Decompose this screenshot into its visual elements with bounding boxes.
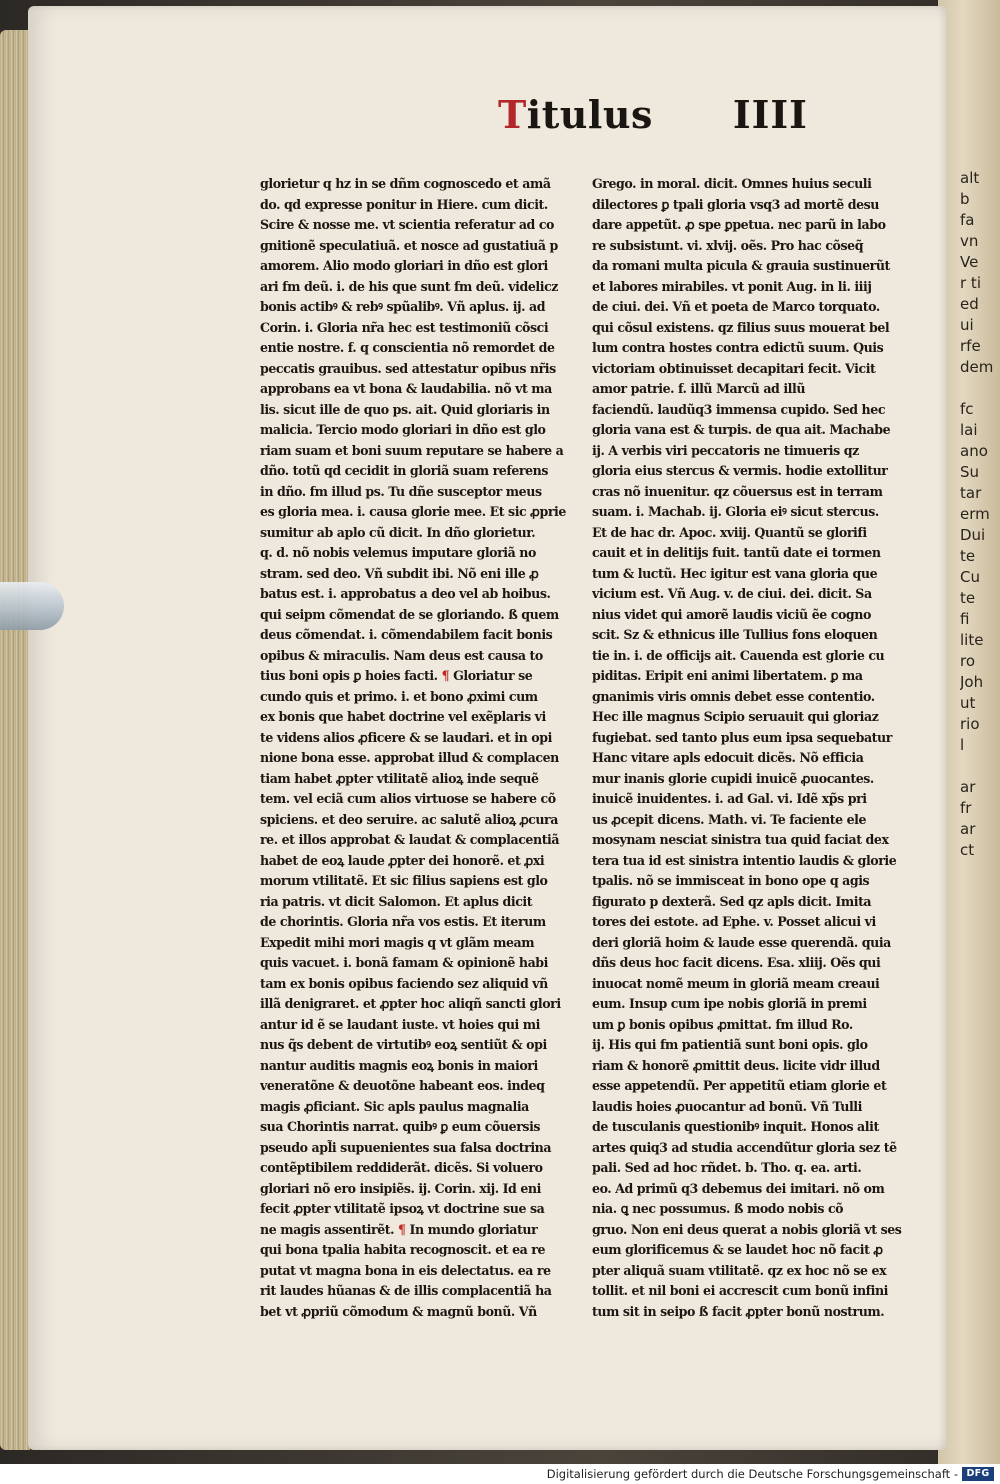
text-line: putat vt magna bona in eis delectatus. ea re xyxy=(260,1262,551,1278)
neighbour-fragment: Su xyxy=(960,463,980,481)
text-line: artes quiq3 ad studia accendũtur gloria sez tẽ xyxy=(592,1139,897,1155)
neighbour-fragment: rio xyxy=(960,715,980,733)
text-line: tores dei estote. ad Ephe. v. Posset alicui vi xyxy=(592,914,876,929)
text-line: esse appetendũ. Per appetitũ etiam glorie et xyxy=(592,1078,887,1093)
text-line: um ꝑ bonis opibus ꝓmittat. fm illud Ro. xyxy=(592,1016,853,1032)
text-line: fecit ꝓpter vtilitatẽ ipsoꝝ vt doctrine sue sa xyxy=(260,1201,545,1216)
text-line: te videns alios ꝓficere & se laudari. et in opi xyxy=(260,729,552,745)
neighbour-fragment: Cu xyxy=(960,568,980,586)
text-line: amor patrie. f. illũ Marcũ ad illũ xyxy=(592,381,806,396)
text-line: dare appetũt. ꝓ spe ꝑpetua. nec parũ in labo xyxy=(592,217,886,232)
neighbour-fragment: ed xyxy=(960,295,979,313)
text-line: da romani multa picula & grauia sustinuerũt xyxy=(592,258,890,273)
text-line: ij. A verbis viri peccatoris ne timueris qz xyxy=(592,442,859,458)
neighbour-fragment: te xyxy=(960,589,976,607)
text-line: faciendũ. laudũq3 immensa cupido. Sed hec xyxy=(592,401,886,417)
text-line: eum. Insup cum ipe nobis gloriã in premi xyxy=(592,996,867,1011)
neighbour-fragment: dem xyxy=(960,358,994,376)
text-line: Scire & nosse me. vt scientia referatur ad co xyxy=(260,217,554,232)
text-line: gruo. Non eni deus querat a nobis gloriã vt ses xyxy=(592,1221,902,1237)
text-line: approbans ea vt bona & laudabilia. nõ vt ma xyxy=(260,381,552,396)
running-head-numeral: IIII xyxy=(732,92,808,137)
text-line: fugiebat. sed tanto plus eum ipsa sequebatur xyxy=(592,729,892,745)
text-line: pter aliquã suam vtilitatẽ. qz ex hoc nõ se ex xyxy=(592,1262,887,1278)
text-line: piditas. Eripit eni animi libertatem. ꝑ ma xyxy=(592,668,863,683)
text-line: deri gloriã hoim & laude esse querendã. quia xyxy=(592,934,891,950)
text-line: morum vtilitatẽ. Et sic filius sapiens est glo xyxy=(260,873,548,888)
text-line: tollit. et nil boni ei accrescit cum bonũ infini xyxy=(592,1283,888,1298)
text-line: victoriam obtinuisset decapitari fecit. Vicit xyxy=(592,360,876,376)
text-line: tam ex bonis opibus faciendo sez aliquid vñ xyxy=(260,975,548,991)
neighbour-fragment: l xyxy=(960,736,965,754)
text-line: gloria eius stercus & vermis. hodie extollitur xyxy=(592,463,888,478)
text-line: in dño. fm illud ps. Tu dñe susceptor meus xyxy=(260,483,542,499)
neighbour-fragment: Ve xyxy=(960,253,979,271)
text-line: tie in. i. de officijs ait. Cauenda est glorie cu xyxy=(592,647,885,663)
text-line: us ꝓcepit dicens. Math. vi. Te faciente ele xyxy=(592,811,867,827)
text-line: mosynam nesciat sinistra tua quid faciat dex xyxy=(592,832,889,847)
text-line: mur inanis glorie cupidi inuicẽ ꝓuocantes. xyxy=(592,770,874,786)
footer-bar xyxy=(0,1464,1000,1484)
neighbour-fragment: ar xyxy=(960,778,976,796)
text-line: dñs deus hoc facit dicens. Esa. xliij. Oẽs qui xyxy=(592,955,881,970)
text-line: cundo quis et primo. i. et bono ꝓximi cum xyxy=(260,688,538,704)
text-line: eo. Ad primũ q3 debemus dei imitari. nõ om xyxy=(592,1180,885,1196)
text-line: de ciui. dei. Vñ et poeta de Marco torquato. xyxy=(592,299,880,314)
text-line: malicia. Tercio modo gloriari in dño est glo xyxy=(260,422,546,437)
text-line: sua Chorintis narrat. quibꝰ ꝑ eum cõuersis xyxy=(260,1119,541,1134)
text-line: rit laudes hũanas & de illis complacentiã ha xyxy=(260,1283,552,1298)
text-line: re subsistunt. vi. xlvij. oẽs. Pro hac cõseq̃ xyxy=(592,237,864,253)
text-line: re. et illos approbat & laudat & complacentiã xyxy=(260,832,560,847)
neighbour-fragment: tar xyxy=(960,484,982,502)
neighbour-fragment: alt xyxy=(960,169,980,187)
text-line: nius videt qui amorẽ laudis viciũ ẽe cogno xyxy=(592,606,871,622)
text-line: nus q̃s debent de virtutibꝰ eoꝝ sentiũt & opi xyxy=(260,1037,547,1052)
text-line: dño. totũ qd cecidit in gloriã suam referens xyxy=(260,463,548,478)
text-line: gloria vana est & turpis. de qua ait. Machabe xyxy=(592,422,891,437)
text-line: tum sit in seipo ß facit ꝓpter bonũ nostrum. xyxy=(592,1303,885,1319)
text-line: Et de hac dr. Apoc. xviij. Quantũ se glorifi xyxy=(592,524,867,540)
text-line: scit. Sz & ethnicus ille Tullius fons eloquen xyxy=(592,627,878,642)
text-line: pseudo apl̃i supuenientes sua falsa doctrina xyxy=(260,1139,552,1155)
neighbour-fragment: rfe xyxy=(960,337,981,355)
neighbour-fragment: b xyxy=(960,190,970,208)
neighbour-fragment: lite xyxy=(960,631,984,649)
text-line: amorem. Alio modo gloriari in dño est glori xyxy=(260,258,548,273)
text-line: ij. His qui fm patientiã sunt boni opis. glo xyxy=(592,1037,868,1052)
neighbour-fragment: vn xyxy=(960,232,979,250)
text-line: veneratõne & deuotõne habeant eos. indeq xyxy=(260,1078,545,1093)
footer-credit: Digitalisierung gefördert durch die Deutsche Forschungsgemeinschaft - xyxy=(546,1467,958,1481)
text-line: inuocat nomẽ meum in gloriã meam creaui xyxy=(592,975,880,991)
book-page-edges xyxy=(0,30,30,1450)
text-line: tiam habet ꝓpter vtilitatẽ alioꝝ inde sequẽ xyxy=(260,770,539,786)
text-line: riam suam et boni suum reputare se habere a xyxy=(260,442,564,458)
text-line: nione bona esse. approbat illud & complacen xyxy=(260,750,559,765)
text-line: nia. ꝗ nec possumus. ß modo nobis cõ xyxy=(592,1201,844,1216)
text-line: Grego. in moral. dicit. Omnes huius seculi xyxy=(592,176,872,191)
neighbouring-page-text xyxy=(960,168,1000,1168)
text-line: tera tua id est sinistra intentio laudis & glorie xyxy=(592,852,897,868)
text-line: do. qd expresse ponitur in Hiere. cum dicit. xyxy=(260,196,548,212)
neighbour-fragment: Dui xyxy=(960,526,986,544)
text-line: q. d. nõ nobis velemus imputare gloriã no xyxy=(260,545,536,560)
text-line: laudis hoies ꝓuocantur ad bonũ. Vñ Tulli xyxy=(592,1098,862,1114)
text-line: Expedit mihi mori magis q vt glãm meam xyxy=(260,934,535,950)
text-line: gnitionẽ speculatiuã. et nosce ad gustatiuã p xyxy=(260,237,558,253)
text-line: spiciens. et deo seruire. ac salutẽ alioꝝ ꝓcura xyxy=(260,811,558,827)
text-line: contẽptibilem reddiderãt. dicẽs. Si voluero xyxy=(260,1160,543,1175)
text-line: qui bona tpalia habita recognoscit. et ea re xyxy=(260,1242,546,1257)
text-line: Corin. i. Gloria nr̃a hec est testimoniũ cõsci xyxy=(260,319,549,335)
text-line: glorietur q hz in se dñm cognoscedo et amã xyxy=(260,176,551,191)
neighbour-fragment: ui xyxy=(960,316,974,334)
text-line: sumitur ab aplo cũ dicit. In dño glorietur. xyxy=(260,524,536,540)
text-line: deus cõmendat. i. cõmendabilem facit bonis xyxy=(260,627,553,642)
neighbour-fragment: Joh xyxy=(960,673,984,691)
text-line: illã denigraret. et ꝓpter hoc aliqñ sancti glori xyxy=(260,996,561,1011)
text-line: batus est. i. approbatus a deo vel ab hoibus. xyxy=(260,586,551,601)
text-line: ria patris. vt dicit Salomon. Et aplus dicit xyxy=(260,893,533,909)
text-line: dilectores ꝑ tpali gloria vsq3 ad mortẽ desu xyxy=(592,196,880,212)
text-line: tem. vel eciã cum alios virtuose se habere cõ xyxy=(260,791,556,806)
text-column-right xyxy=(592,174,912,1322)
text-line: suam. i. Machab. ij. Gloria eiꝰ sicut stercus. xyxy=(592,504,879,519)
neighbour-fragment: ut xyxy=(960,694,976,712)
neighbour-fragment: ct xyxy=(960,841,975,859)
text-line: opibus & miraculis. Nam deus est causa to xyxy=(260,647,543,663)
text-line: entie nostre. f. q conscientia nõ remordet de xyxy=(260,340,555,355)
text-line: gloriari nõ ero insipiẽs. ij. Corin. xij. Id eni xyxy=(260,1180,541,1196)
neighbour-fragment: erm xyxy=(960,505,990,523)
text-line: ex bonis que habet doctrine vel exẽplaris vi xyxy=(260,709,546,724)
text-line: qui cõsul existens. qz filius suus mouerat bel xyxy=(592,319,890,335)
text-line: inuicẽ inuidentes. i. ad Gal. vi. Idẽ xp̃s pri xyxy=(592,791,867,806)
text-line: lum contra hostes contra edictũ suum. Quis xyxy=(592,340,884,355)
text-line: peccatis grauibus. sed attestatur opibus nr̃is xyxy=(260,360,556,376)
neighbour-fragment: r ti xyxy=(960,274,981,292)
text-line: pali. Sed ad hoc rñdet. b. Tho. q. ea. arti. xyxy=(592,1160,862,1175)
text-line: ari fm deũ. i. de his que sunt fm deũ. videlicz xyxy=(260,278,558,294)
text-line: es gloria mea. i. causa glorie mee. Et sic ꝓprie xyxy=(260,504,566,519)
text-line: eum glorificemus & se laudet hoc nõ facit ꝓ xyxy=(592,1242,883,1257)
dfg-logo: DFG xyxy=(962,1467,994,1481)
text-line: tpalis. nõ se immisceat in bono ope q agis xyxy=(592,873,870,888)
neighbour-fragment: fi xyxy=(960,610,970,628)
text-line: figurato p dexterã. Sed qz apls dicit. Imita xyxy=(592,893,872,909)
neighbour-fragment xyxy=(960,756,1000,777)
text-line: antur id ẽ se laudant iuste. vt hoies qui mi xyxy=(260,1016,541,1032)
text-column-left xyxy=(260,174,580,1322)
neighbour-fragment: ar xyxy=(960,820,976,838)
running-head-word: itulus xyxy=(526,92,653,137)
text-line: gnanimis viris omnis debet esse contentio. xyxy=(592,688,875,704)
running-head xyxy=(498,92,808,137)
neighbour-fragment: fr xyxy=(960,799,972,817)
text-line: magis ꝓficiant. Sic apls paulus magnalia xyxy=(260,1098,529,1114)
neighbour-fragment: te xyxy=(960,547,976,565)
text-line: vicium est. Vñ Aug. v. de ciui. dei. dicit. Sa xyxy=(592,586,872,601)
text-line: riam & honorẽ ꝓmittit deus. licite vidr illud xyxy=(592,1057,880,1073)
page-clip xyxy=(0,582,64,630)
text-line: quis vacuet. i. bonã famam & opinionẽ habi xyxy=(260,955,548,970)
neighbour-fragment: ro xyxy=(960,652,976,670)
text-line: cras nõ inuenitur. qz cõuersus est in terram xyxy=(592,483,883,499)
neighbour-fragment: ano xyxy=(960,442,988,460)
text-line: nantur auditis magnis eoꝝ bonis in maiori xyxy=(260,1057,538,1073)
text-line: et labores mirabiles. vt ponit Aug. in li. iiij xyxy=(592,278,872,294)
text-line: ne magis assentirẽt. ¶ In mundo gloriatur xyxy=(260,1221,538,1237)
text-line: habet de eoꝝ laude ꝓpter dei honorẽ. et ꝓxi xyxy=(260,852,545,868)
paragraph-mark: ¶ xyxy=(441,668,450,683)
neighbour-fragment xyxy=(960,378,1000,399)
neighbour-fragment: lai xyxy=(960,421,978,439)
text-line: bet vt ꝓpriũ cõmodum & magnũ bonũ. Vñ xyxy=(260,1303,537,1319)
text-line: tius boni opis ꝑ hoies facti. ¶ Gloriatur se xyxy=(260,668,533,683)
text-line: lis. sicut ille de quo ps. ait. Quid gloriaris in xyxy=(260,401,550,417)
text-line: tum & luctũ. Hec igitur est vana gloria que xyxy=(592,565,878,581)
paragraph-mark: ¶ xyxy=(398,1221,406,1237)
text-line: stram. sed deo. Vñ subdit ibi. Nõ eni ille ꝓ xyxy=(260,565,539,581)
running-head-initial: T xyxy=(498,92,527,137)
text-line: Hanc vitare apls edocuit dicẽs. Nõ efficia xyxy=(592,750,864,765)
neighbour-fragment: fc xyxy=(960,400,974,418)
text-line: cauit et in delitijs fuit. tantũ date ei tormen xyxy=(592,545,881,560)
neighbour-fragment: fa xyxy=(960,211,975,229)
text-line: de tusculanis questionibꝰ inquit. Honos alit xyxy=(592,1119,879,1134)
text-line: Hec ille magnus Scipio seruauit qui gloriaz xyxy=(592,709,879,724)
text-line: bonis actibꝰ & rebꝰ spũalibꝰ. Vñ aplus. ij. ad xyxy=(260,299,546,314)
text-line: de chorintis. Gloria nr̃a vos estis. Et iterum xyxy=(260,914,546,929)
text-line: qui seipm cõmendat de se gloriando. ß quem xyxy=(260,606,559,622)
